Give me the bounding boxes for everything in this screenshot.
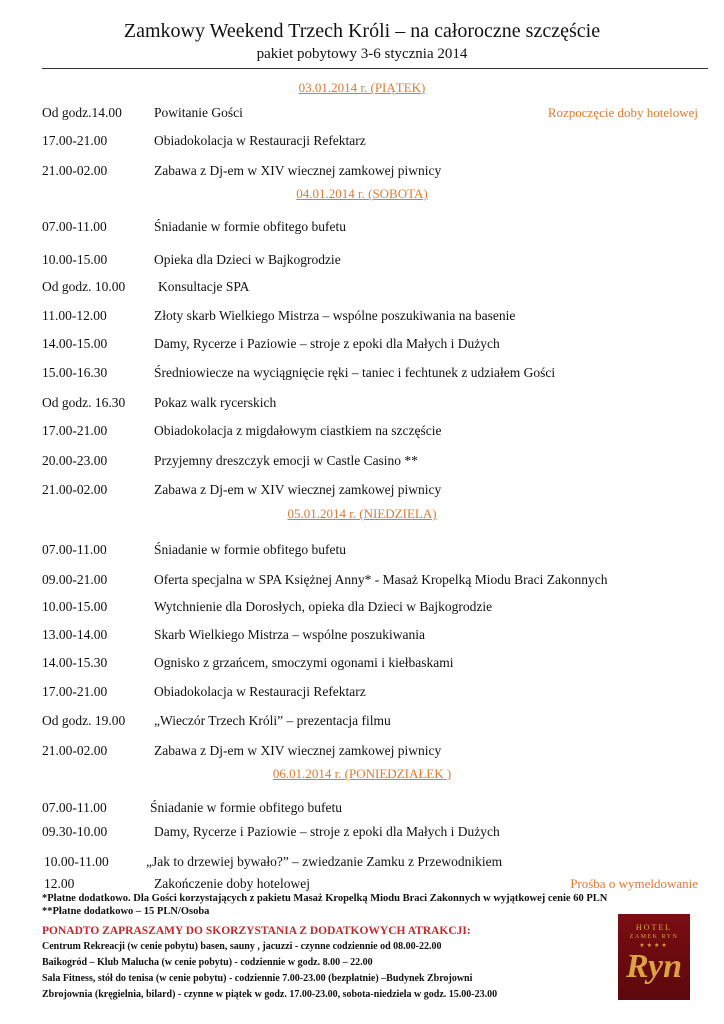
day-heading: 04.01.2014 r. (SOBOTA) [296, 186, 428, 201]
schedule-time: Od godz. 16.30 [42, 395, 126, 410]
schedule-event: Średniowiecze na wyciągnięcie ręki – taniec i fechtunek z udziałem Gości [154, 365, 556, 380]
day-heading: 05.01.2014 r. (NIEDZIELA) [287, 506, 437, 521]
schedule-event: Oferta specjalna w SPA Księżnej Anny* - Masaż Kropelką Miodu Braci Zakonnych [154, 572, 608, 587]
schedule-event: Przyjemny dreszczyk emocji w Castle Casino ** [154, 453, 418, 468]
schedule-row [0, 598, 724, 616]
schedule-event: Pokaz walk rycerskich [154, 395, 277, 410]
schedule-row [0, 683, 724, 701]
schedule-event: Zabawa z Dj-em w XIV wiecznej zamkowej piwnicy [154, 743, 442, 758]
schedule-time: 21.00-02.00 [42, 743, 108, 758]
schedule-row [0, 853, 724, 871]
schedule-row [0, 394, 724, 412]
schedule-row [0, 422, 724, 440]
schedule-time: 12.00 [44, 876, 75, 891]
schedule-time: Od godz. 19.00 [42, 713, 126, 728]
schedule-row [0, 364, 724, 382]
schedule-time: 07.00-11.00 [42, 219, 107, 234]
schedule-row [0, 654, 724, 672]
schedule-row [0, 307, 724, 325]
schedule-event: Śniadanie w formie obfitego bufetu [150, 800, 342, 815]
schedule-time: Od godz. 10.00 [42, 279, 126, 294]
schedule-event: Zabawa z Dj-em w XIV wiecznej zamkowej piwnicy [154, 482, 442, 497]
schedule-row [0, 481, 724, 499]
schedule-note: Prośba o wymeldowanie [570, 876, 698, 891]
schedule-event: Obiadokolacja w Restauracji Refektarz [154, 684, 366, 699]
promo-line: Sala Fitness, stół do tenisa (w cenie pobytu) - codziennie 7.00-23.00 (bezpłatnie) –Budynek Zbrojowni [42, 973, 473, 984]
schedule-row [0, 335, 724, 353]
schedule-row [0, 132, 724, 150]
schedule-time: 10.00-15.00 [42, 252, 108, 267]
schedule-time: 17.00-21.00 [42, 133, 108, 148]
schedule-row [0, 251, 724, 269]
schedule-event: Śniadanie w formie obfitego bufetu [154, 542, 346, 557]
logo-castle-text: ZAMEK RYN [629, 934, 679, 940]
schedule-event: Ognisko z grzańcem, smoczymi ogonami i kiełbaskami [154, 655, 454, 670]
schedule-time: 07.00-11.00 [42, 800, 107, 815]
schedule-event: Zakończenie doby hotelowej [154, 876, 310, 891]
logo-stars-icon: ★★★★ [639, 943, 669, 949]
schedule-event: Skarb Wielkiego Mistrza – wspólne poszukiwania [154, 627, 426, 642]
schedule-row [0, 799, 724, 817]
page-title: Zamkowy Weekend Trzech Króli – na całoroczne szczęście [123, 20, 601, 42]
logo-hotel-text: HOTEL [635, 923, 673, 932]
hotel-logo [618, 914, 690, 1000]
promo-heading: PONADTO ZAPRASZAMY DO SKORZYSTANIA Z DODATKOWYCH ATRAKCJI: [42, 925, 471, 937]
promo-line: Baikogród – Klub Malucha (w cenie pobytu) - codziennie w godz. 8.00 – 22.00 [42, 957, 373, 968]
schedule-event: „Wieczór Trzech Króli” – prezentacja filmu [154, 713, 391, 728]
schedule-row [0, 626, 724, 644]
schedule-event: Damy, Rycerze i Paziowie – stroje z epoki dla Małych i Dużych [154, 824, 500, 839]
footnote-2: **Płatne dodatkowo – 15 PLN/Osoba [42, 906, 210, 917]
header-divider [42, 68, 708, 69]
schedule-event: Konsultacje SPA [158, 279, 250, 294]
schedule-time: 17.00-21.00 [42, 423, 108, 438]
schedule-row [0, 452, 724, 470]
schedule-event: Obiadokolacja w Restauracji Refektarz [154, 133, 366, 148]
schedule-event: Złoty skarb Wielkiego Mistrza – wspólne poszukiwania na basenie [154, 308, 516, 323]
promo-line: Zbrojownia (kręgielnia, bilard) - czynne w piątek w godz. 17.00-23.00, sobota-niedziela w godz. 15.00-23.00 [42, 989, 498, 1000]
schedule-event: Damy, Rycerze i Paziowie – stroje z epoki dla Małych i Dużych [154, 336, 500, 351]
schedule-time: 14.00-15.00 [42, 336, 108, 351]
schedule-event: Zabawa z Dj-em w XIV wiecznej zamkowej piwnicy [154, 163, 442, 178]
schedule-time: 15.00-16.30 [42, 365, 108, 380]
schedule-event: Powitanie Gości [154, 105, 243, 120]
schedule-time: 21.00-02.00 [42, 482, 108, 497]
schedule-row [0, 104, 724, 122]
footnote-1: *Płatne dodatkowo. Dla Gości korzystających z pakietu Masaż Kropelką Miodu Braci Zakonnych w wyjątkowej cenie 60 PLN [42, 893, 608, 904]
schedule-time: 10.00-15.00 [42, 599, 108, 614]
schedule-time: 14.00-15.30 [42, 655, 108, 670]
schedule-row [0, 541, 724, 559]
schedule-row [0, 875, 724, 893]
schedule-time: 09.30-10.00 [42, 824, 108, 839]
schedule-time: 20.00-23.00 [42, 453, 108, 468]
schedule-event: Obiadokolacja z migdałowym ciastkiem na szczęście [154, 423, 442, 438]
schedule-time: 17.00-21.00 [42, 684, 108, 699]
schedule-time: 13.00-14.00 [42, 627, 108, 642]
schedule-row [0, 218, 724, 236]
schedule-time: 11.00-12.00 [42, 308, 107, 323]
day-heading: 06.01.2014 r. (PONIEDZIAŁEK ) [272, 766, 452, 781]
schedule-time: Od godz.14.00 [42, 105, 122, 120]
schedule-row [0, 278, 724, 296]
schedule-time: 10.00-11.00 [44, 854, 109, 869]
schedule-row [0, 571, 724, 589]
day-heading: 03.01.2014 r. (PIĄTEK) [298, 80, 426, 95]
schedule-event: Wytchnienie dla Dorosłych, opieka dla Dzieci w Bajkogrodzie [154, 599, 493, 614]
schedule-event: „Jak to drzewiej bywało?” – zwiedzanie Zamku z Przewodnikiem [146, 854, 503, 869]
promo-line: Centrum Rekreacji (w cenie pobytu) basen, sauny , jacuzzi - czynne codziennie od 08.00-22.00 [42, 941, 442, 952]
schedule-time: 09.00-21.00 [42, 572, 108, 587]
page-subtitle: pakiet pobytowy 3-6 stycznia 2014 [256, 46, 468, 62]
schedule-row [0, 823, 724, 841]
schedule-event: Śniadanie w formie obfitego bufetu [154, 219, 346, 234]
schedule-note: Rozpoczęcie doby hotelowej [547, 105, 698, 120]
schedule-time: 07.00-11.00 [42, 542, 107, 557]
logo-name: Ryn [625, 948, 683, 985]
schedule-time: 21.00-02.00 [42, 163, 108, 178]
schedule-row [0, 712, 724, 730]
schedule-event: Opieka dla Dzieci w Bajkogrodzie [154, 252, 341, 267]
schedule-row [0, 742, 724, 760]
schedule-row [0, 162, 724, 180]
